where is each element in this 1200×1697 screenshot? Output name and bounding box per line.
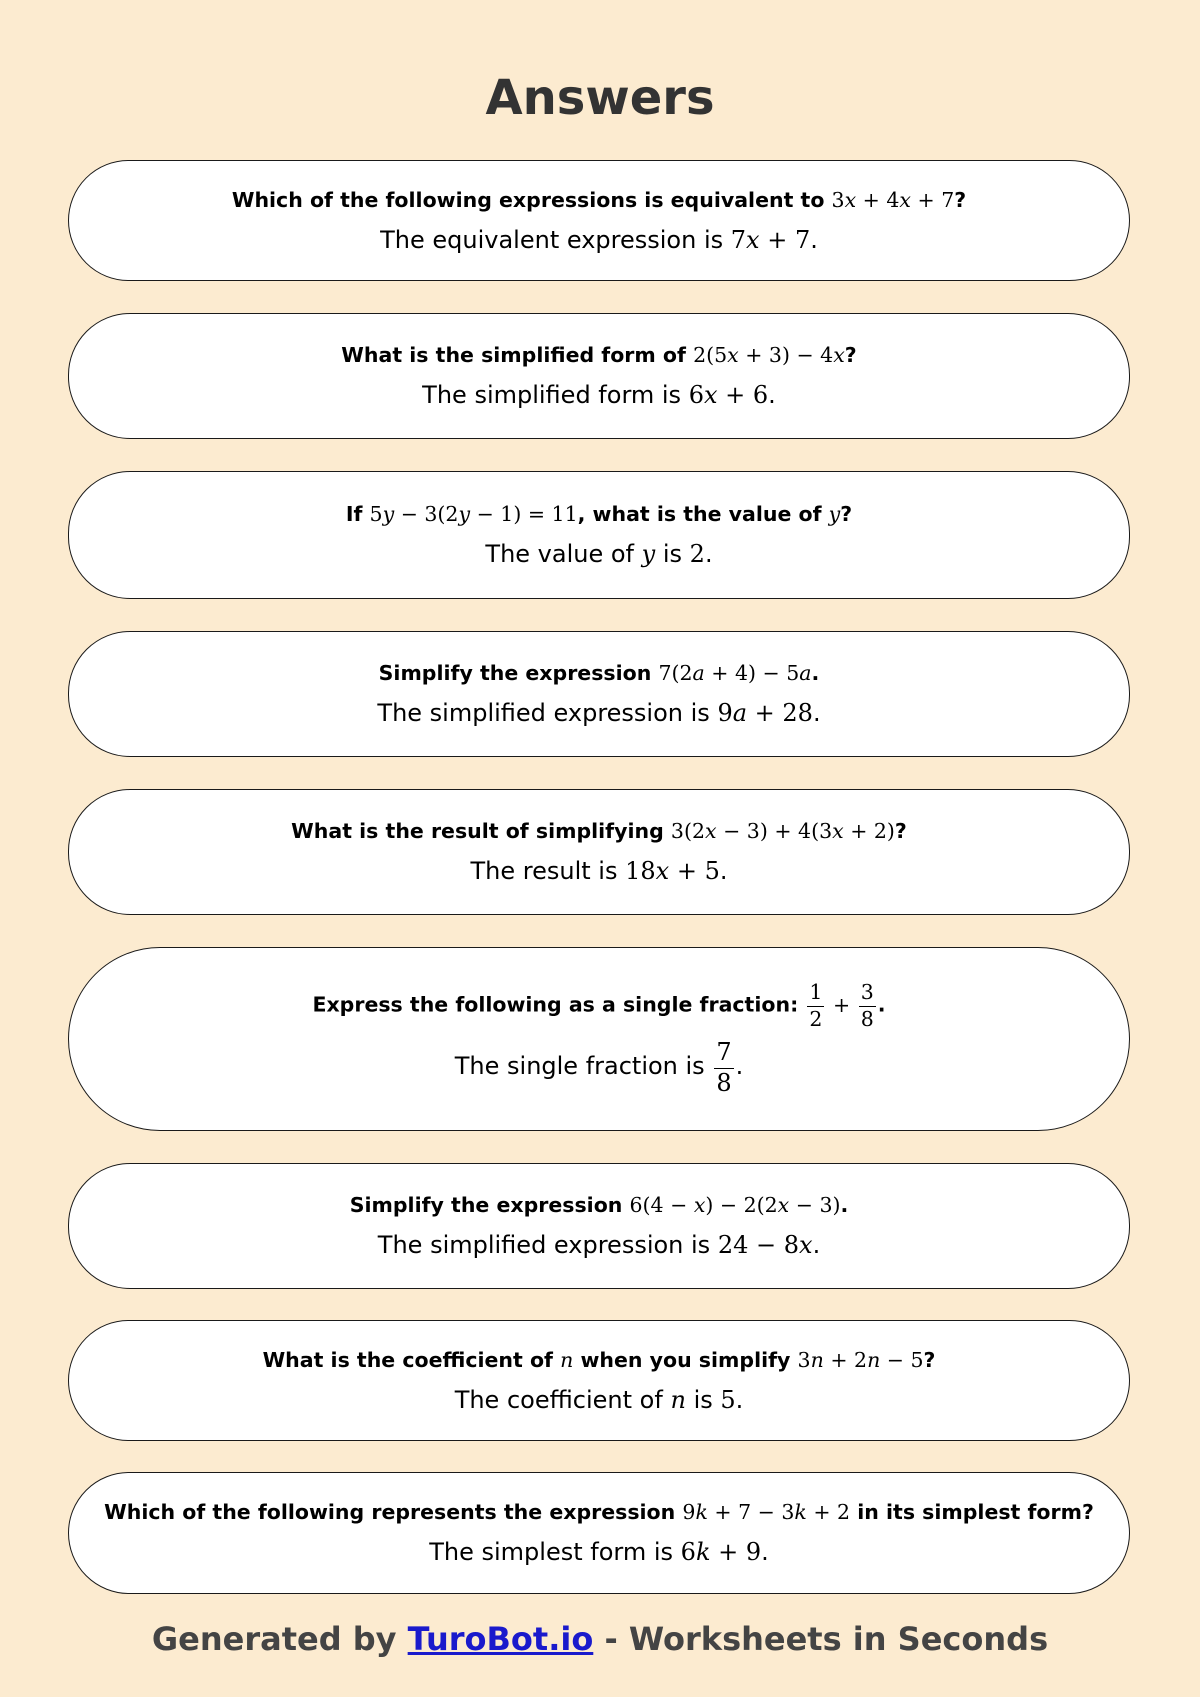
question-text: Which of the following represents the expression 9k + 7 − 3k + 2 in its simplest form? <box>104 1500 1094 1524</box>
question-text: If 5y − 3(2y − 1) = 11, what is the value of y? <box>345 502 853 526</box>
math-expression: 18x + 5 <box>625 857 720 885</box>
question-text: What is the simplified form of 2(5x + 3) − 4x? <box>341 343 857 367</box>
fraction: $\frac{1}{2}$ <box>809 980 823 1031</box>
math-expression: 3(2x − 3) + 4(3x + 2) <box>670 819 895 843</box>
question-text: Which of the following expressions is equivalent to 3x + 4x + 7? <box>231 187 967 212</box>
answer-text: The simplest form is 6k + 9. <box>429 1538 769 1566</box>
question-text: Express the following as a single fraction: $\frac{1}{2}$ + $\frac{3}{8}$ . <box>312 980 886 1031</box>
math-expression: y <box>828 502 841 526</box>
answer-card <box>68 160 1130 281</box>
math-expression: 3x + 4x + 7 <box>831 187 955 212</box>
answer-card <box>68 947 1130 1131</box>
math-expression: 5y − 3(2y − 1) = 11 <box>369 502 578 526</box>
answer-card <box>68 1472 1130 1594</box>
math-expression: 5 <box>720 1385 736 1414</box>
question-text: Simplify the expression 6(4 − x) − 2(2x − 3). <box>349 1193 849 1217</box>
math-expression: 9a + 28 <box>717 699 813 727</box>
math-expression: 6x + 6 <box>688 381 769 409</box>
answer-text: The single fraction is $\frac{7}{8}$ . <box>454 1038 744 1097</box>
answer-text: The coefficient of n is 5. <box>454 1385 744 1414</box>
footer-suffix: - Worksheets in Seconds <box>604 1620 1049 1658</box>
page-title: Answers <box>485 70 715 126</box>
question-text: What is the result of simplifying 3(2x − 3) + 4(3x + 2)? <box>291 819 907 843</box>
answer-text: The simplified form is 6x + 6. <box>422 381 776 409</box>
question-text: Simplify the expression 7(2a + 4) − 5a. <box>378 661 820 685</box>
turobot-link[interactable]: TuroBot.io <box>407 1620 594 1658</box>
answer-card <box>68 631 1130 757</box>
math-expression: $\frac{1}{2}$ + $\frac{3}{8}$ <box>809 980 874 1031</box>
fraction: $\frac{7}{8}$ <box>716 1038 732 1097</box>
answer-card <box>68 313 1130 439</box>
math-expression: 3n + 2n − 5 <box>797 1347 924 1372</box>
math-expression: 7x + 7 <box>730 225 811 254</box>
math-expression: 24 − 8x <box>717 1231 813 1259</box>
footer <box>0 1617 1200 1661</box>
answer-text: The result is 18x + 5. <box>470 857 728 885</box>
math-expression: n <box>560 1347 574 1372</box>
math-expression: 2(5x + 3) − 4x <box>693 343 845 367</box>
math-expression: 6k + 9 <box>680 1538 762 1566</box>
math-expression: 7(2a + 4) − 5a <box>658 661 812 685</box>
math-expression: 2 <box>689 540 705 568</box>
footer-prefix: Generated by <box>151 1620 397 1658</box>
answer-text: The simplified expression is 24 − 8x. <box>377 1231 821 1259</box>
answer-text: The simplified expression is 9a + 28. <box>377 699 821 727</box>
math-expression: y <box>641 540 656 568</box>
fraction: $\frac{3}{8}$ <box>860 980 874 1031</box>
math-expression: 6(4 − x) − 2(2x − 3) <box>629 1193 841 1217</box>
answer-text: The value of y is 2. <box>485 540 713 568</box>
answer-card <box>68 1163 1130 1289</box>
math-expression: n <box>670 1385 686 1414</box>
answer-card <box>68 471 1130 599</box>
question-text: What is the coefficient of n when you simplify 3n + 2n − 5? <box>262 1347 936 1372</box>
answer-card <box>68 789 1130 915</box>
answer-card <box>68 1320 1130 1441</box>
math-expression: 9k + 7 − 3k + 2 <box>682 1500 851 1524</box>
math-expression <box>712 1038 735 1097</box>
answer-text: The equivalent expression is 7x + 7. <box>380 225 818 254</box>
